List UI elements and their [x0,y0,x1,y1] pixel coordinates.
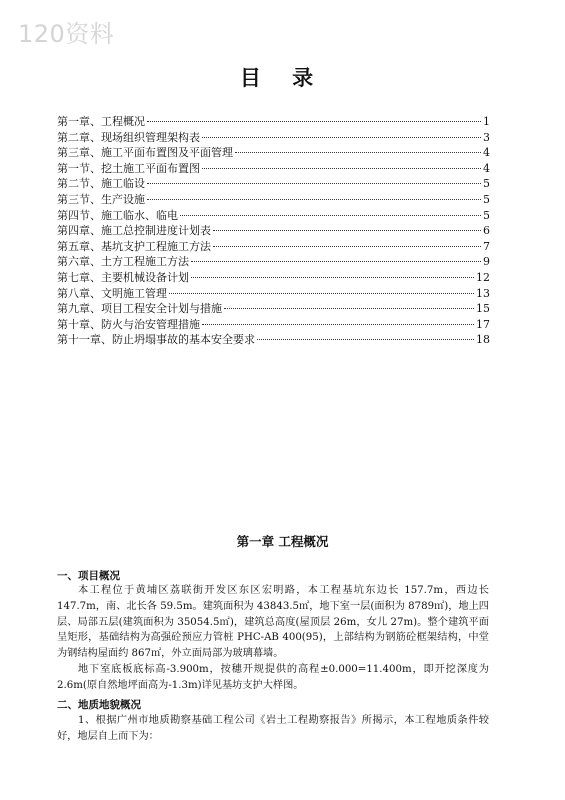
toc-entry-label: 第十一章、防止坍塌事故的基本安全要求 [57,333,255,347]
section-heading-geology: 二、地质地貌概况 [57,699,141,711]
toc-entry-page: 12 [476,270,490,284]
dot-leader [202,168,481,169]
toc-entry-label: 第二章、现场组织管理架构表 [57,130,200,144]
paragraph-geology: 1、根据广州市地质勘察基础工程公司《岩土工程勘察报告》所揭示，本工程地质条件较好，地层自上而下为： [57,715,489,742]
dot-leader [191,277,474,278]
toc-entry-label: 第四节、施工临水、临电 [57,208,178,222]
toc-entry[interactable] [57,270,490,286]
toc-entry-label: 第一章、工程概况 [57,115,145,128]
toc-entry[interactable] [57,192,490,208]
toc-entry[interactable] [57,145,490,161]
dot-leader [147,121,481,122]
dot-leader [224,308,474,309]
toc-entry-label: 第四章、施工总控制进度计划表 [57,224,211,238]
toc-entry-page: 5 [483,177,490,191]
toc-entry[interactable] [57,114,490,130]
dot-leader [191,261,481,262]
toc-entry-page: 1 [483,115,490,128]
toc-entry-label: 第五章、基坑支护工程施工方法 [57,239,211,253]
toc-entry-page: 4 [483,161,490,175]
dot-leader [257,339,474,340]
toc-entry[interactable] [57,286,490,302]
toc-entry-page: 7 [483,239,490,253]
toc-title: 目 录 [239,66,326,90]
chapter-heading: 第一章 工程概况 [236,534,329,549]
toc-entry[interactable] [57,223,490,239]
dot-leader [202,137,481,138]
dot-leader [147,183,481,184]
toc-entry-label: 第三章、施工平面布置图及平面管理 [57,146,233,160]
dot-leader [213,230,481,231]
toc-entry-page: 13 [476,286,490,300]
toc-entry[interactable] [57,301,490,317]
toc-entry-page: 5 [483,192,490,206]
toc-entry-page: 4 [483,146,490,160]
toc-entry-page: 18 [476,333,490,347]
toc-entry[interactable] [57,208,490,224]
dot-leader [180,215,481,216]
toc-entry[interactable] [57,254,490,270]
toc-entry-page: 15 [476,302,490,316]
toc-entry[interactable] [57,161,490,177]
dot-leader [169,293,474,294]
toc-entry-label: 第一节、挖土施工平面布置图 [57,161,200,175]
paragraph-project-overview: 本工程位于黄埔区荔联街开发区东区宏明路，本工程基坑东边长 157.7m，西边长 147.7m，南、北长各 59.5m。建筑面积为 43843.5㎡，地下室一层(面积为 8789㎡)，地上四层、局部五层(建筑面积为 35054.5㎡)，建筑总高度(屋顶层 26m，女儿 27m)。整个建筑平面呈矩形，基础结构为高强砼预应力管桩 PHC-AB 400(95)，上部结构为钢筋砼框架结构，中堂为钢结构屋面约 867㎡，外立面局部为玻璃幕墙。 [57,585,489,660]
dot-leader [235,152,481,153]
toc-entry[interactable] [57,130,490,146]
toc-entry-page: 5 [483,208,490,222]
watermark: 120资料 [18,20,115,48]
toc-entry[interactable] [57,332,490,348]
toc-entry-label: 第七章、主要机械设备计划 [57,270,189,284]
toc-entry-label: 第三节、生产设施 [57,192,145,206]
toc-entry[interactable] [57,317,490,333]
toc-entry-label: 第八章、文明施工管理 [57,286,167,300]
toc-entry[interactable] [57,239,490,255]
toc-entry-label: 第二节、施工临设 [57,177,145,191]
dot-leader [213,246,481,247]
toc-entry-label: 第六章、土方工程施工方法 [57,255,189,269]
dot-leader [202,324,474,325]
paragraph-excavation-depth: 地下室底板底标高-3.900m，按穗开规提供的高程±0.000=11.400m，即开挖深度为 2.6m(原自然地坪面高为-1.3m)详见基坊支护大样图。 [57,664,489,691]
toc-entry-label: 第九章、项目工程安全计划与措施 [57,302,222,316]
toc-entry-label: 第十章、防火与治安管理措施 [57,317,200,331]
table-of-contents [57,114,490,348]
toc-entry[interactable] [57,176,490,192]
toc-entry-page: 9 [483,255,490,269]
dot-leader [147,199,481,200]
toc-entry-page: 6 [483,224,490,238]
section-heading-project-overview: 一、项目概况 [57,570,120,582]
toc-entry-page: 17 [476,317,490,331]
toc-entry-page: 3 [483,130,490,144]
